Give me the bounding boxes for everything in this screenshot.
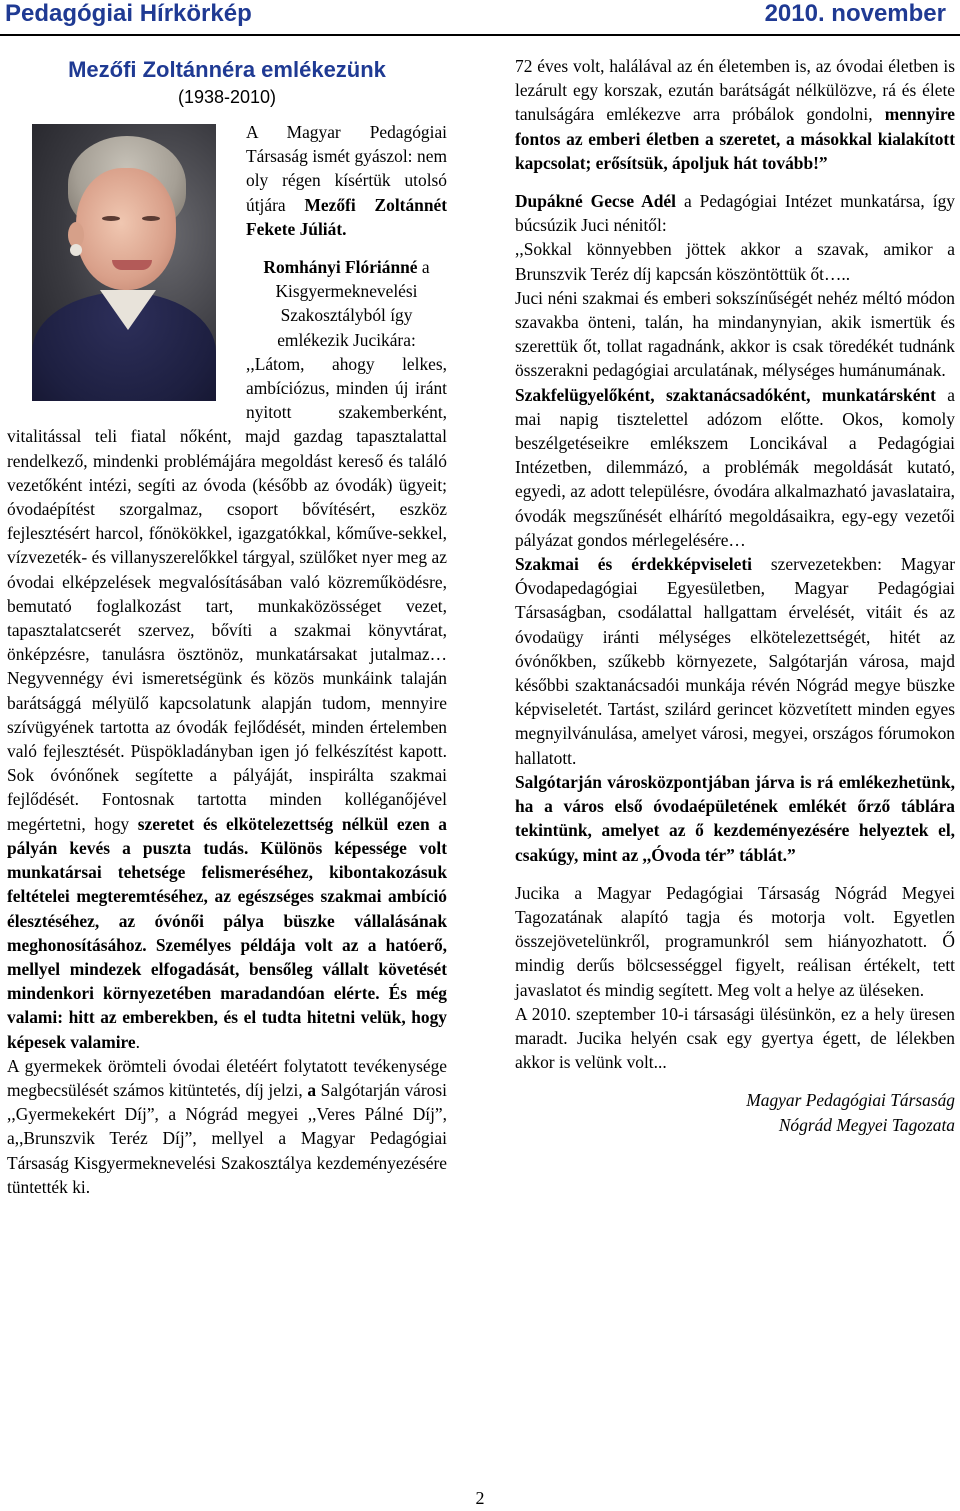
signature-line-1: Magyar Pedagógiai Társaság <box>746 1090 955 1111</box>
romhanyi-intro: Romhányi Flóriánné a Kisgyermeknevelési Szakosztályból így emlékezik Jucikára: <box>263 257 430 350</box>
intro-paragraph: A Magyar Pedagógiai Társaság ismét gyászol: nem oly régen kísértük utolsó útjára Mezőfi Zoltánnét Fekete Júliát. <box>246 122 448 239</box>
left-column <box>7 54 447 1199</box>
dupakne-intro: Dupákné Gecse Adél a Pedagógiai Intézet munkatársa, így búcsúzik Juci nénitől: <box>515 191 955 236</box>
page-number: 2 <box>475 1488 485 1508</box>
september-paragraph: A 2010. szeptember 10-i társasági ülésünkön, ez a hely üresen maradt. Jucika helyén csak egy gyertya égett, de lélekben akkor is velünk volt... <box>515 1003 955 1073</box>
portrait-photo <box>32 124 216 401</box>
salgotarjan-paragraph: Salgótarján városközpontjában járva is rá emlékezhetünk, ha a város első óvodaépületének emlékét őrző táblára tekintünk, amelyet az ő kezdeményezésére helyeztek el, csakúgy, mint az ,,Óvoda tér” táblát.” <box>515 771 955 865</box>
issue-date: 2010. november <box>764 0 946 27</box>
jucika-paragraph: Jucika a Magyar Pedagógiai Társaság Nógrád Megyei Tagozatának alapító tagja és motorja volt. Egyetlen összejövetelünkről, programunkról sem hiányozhatott. Ő mindig derűs bölcsességgel figyelt, reálisan értékelt, tett javaslatot és mindig segített. Meg volt a helye az üléseken. <box>515 882 955 1000</box>
quote-paragraph: ,,Látom, ahogy lelkes, ambíciózus, minden új iránt nyitott szakemberként, vitalitással teli fiatal nőként, majd gazdag tapasztalattal rendelkező, mindenki problémájára megoldást kereső és találó vezetőként intézi, segíti az óvoda (később az óvodák) ügyeit; óvodaépítést szorgalmaz, csoport bővítésért, eszköz fejlesztésért harcol, főnökökkel, igazgatókkal, kőműve-sekkel, vízvezeték- és villanyszerelőkkel tárgyal, szülőket nyer meg az óvodai elképzelések megvalósításában való közreműködésre, bemutató foglalkozást tart, munkaközösséget vezet, tapasztalatcserét szervez, bővíti a szakmai könyvtárat, önképzésre, tanulásra ösztönöz, munkatársakat jutalmaz… Negyvennégy évi ismeretségünk és közös munkáink talaján barátsággá mélyülő kapcsolatunk alapján tudom, mennyire szívügyének tartotta az óvodák fejlődését, minden értelemben való fejlesztését. Püspökladányban igen jó felkészítést kapott. Sok óvónőnek segítette a pályáját, inspirálta szakmai fejlődését. Fontosnak tartotta minden kolléganőjével megértetni, hogy szeretet és elkötelezettség nélkül ezen a pályán kevés a puszta tudás. Különös képessége volt munkatársai tehetsége felismeréséhez, kibontakozásuk feltételei megteremtéséhez, az egészséges szakmai ambíció élesztéséhez, az óvónői pálya büszke vállalásának meghonosításához. Személyes példája volt az a hatóerő, mellyel mindezek elfogadását, bensőleg vállalt követését mindenkori környezetében maradandóan elérte. És még valami: hitt az emberekben, és el tudta hitetni velük, hogy képesek valamire. <box>7 353 447 1052</box>
signature-line-2: Nógrád Megyei Tagozata <box>778 1114 955 1135</box>
publication-title: Pedagógiai Hírkörkép <box>5 0 252 27</box>
awards-paragraph: A gyermekek örömteli óvodai életéért folytatott tevékenysége megbecsülését számos kitüntetés, díj jelzi, a Salgótarján városi ,,Gyermekekért Díj”, a Nógrád megyei ,,Veres Pálné Díj”, a,,Brunszvik Teréz Díj”, mellyel a Magyar Pedagógiai Társaság Kisgyermeknevelési Szakosztálya kezdeményezésére tüntették ki. <box>7 1055 447 1197</box>
article-title: Mezőfi Zoltánnéra emlékezünk <box>68 57 386 82</box>
page-header <box>0 0 960 36</box>
right-paragraph-1: 72 éves volt, halálával az én életemben is, az óvodai életben is lezárult egy korszak, ezután barátságát nélkülözve, rá és élete tanulságára emlékezve arra próbálok gondolni, mennyire fontos az emberi életben a szeretet, a másokkal kialakított kapcsolat; erősítsük, ápoljuk hát tovább!” <box>515 56 955 173</box>
szakmai-paragraph: Szakmai és érdekképviseleti szervezetekben: Magyar Óvodapedagógiai Egyesületben, Magyar Pedagógiai Társaságban, csodálattal hallgattam érvelését, vitáit és az óvodaügy iránti mélységes elkötelezettségét, hitét az óvónőkben, szűkebb környezete, Salgótarján városa, majd későbbi szaktanácsadói munkája révén Nógrád megye büszke képviseletét. Tartást, szilárd gerincet közvetített minden egyes megnyilvánulása, amelyet városi, megyei, országos fórumokon hallatott. <box>515 554 955 768</box>
article-years: (1938-2010) <box>177 87 277 107</box>
dupakne-quote-2: Juci néni szakmai és emberi sokszínűségét nehéz méltó módon szavakba önteni, talán, ha mindanynyian, akik ismertük és szerettük őt, tollat ragadnánk, akkor is csak töredékét tudnánk összerakni pedagógiai arculatának, mélységes humánumának. <box>515 287 955 381</box>
dupakne-quote-1: ,,Sokkal könnyebben jöttek akkor a szavak, amikor a Brunszvik Teréz díj kapcsán köszöntöttük őt….. <box>515 239 955 284</box>
right-column <box>515 54 955 1137</box>
szakfelugyelo-paragraph: Szakfelügyelőként, szaktanácsadóként, munkatársként a mai napig tisztelettel adózom előtte. Okos, komoly beszélgetéseikre emlékszem Loncikával a Pedagógiai Intézetben, dilemmázó, a problémák megoldását kutató, egyedi, az adott településre, óvodára alkalmazható javaslataira, óvodák megszűnését elhárító megoldásaikra, egy-egy vezetői pályázat gondos mérlegelésére… <box>515 384 955 550</box>
